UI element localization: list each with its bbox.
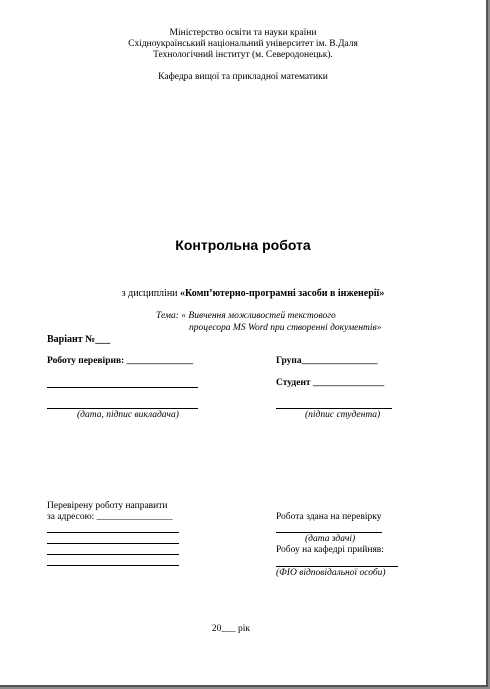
signature-line [47,387,198,388]
theme-line-1: Тема: « Вивчення можливостей текстового [156,311,336,321]
address-line-2 [47,543,179,544]
teacher-caption: (дата, підпис викладача) [77,410,179,420]
teacher-signature-line [47,408,198,409]
institute-line: Технологічний інститут (м. Северодонецьк). [153,50,333,60]
discipline-name: «Комп’ютерно-програмні засоби в інженерії» [180,288,385,299]
student-caption: (підпис студента) [305,410,381,420]
address-line-4 [47,565,179,566]
accepted-label: Робоу на кафедрі прийняв: [276,545,384,555]
department-line: Кафедра вищої та прикладної математики [158,72,328,82]
discipline-prefix: з дисципліни [121,288,181,299]
ministry-line: Міністерство освіти та науки країни [169,28,317,38]
year-line: 20___ рік [211,624,251,634]
date-caption: (дата здачі) [305,534,356,544]
responsible-line [276,566,398,567]
checked-by-label: Роботу перевірив: ______________ [47,356,194,366]
theme-line-2: процесора MS Word при створенні документів» [189,323,382,333]
discipline-line [10,288,490,299]
variant-label: Варіант №___ [47,334,111,345]
submitted-label: Робота здана на перевірку [276,512,382,522]
group-label: Група________________ [276,356,378,366]
address-line-3 [47,554,179,555]
university-line: Східноукраїнський національний університет ім. В.Даля [128,39,358,49]
student-label: Студент _______________ [276,378,385,388]
student-signature-line [276,408,392,409]
send-to-line-1: Перевірену роботу направити [47,501,168,511]
submission-date-line [276,532,382,533]
responsible-caption: (ФІО відповідальної особи) [276,568,386,578]
send-to-line-2: за адресою: ________________ [47,512,173,522]
document-title: Контрольна робота [175,237,311,253]
address-line-1 [47,532,179,533]
